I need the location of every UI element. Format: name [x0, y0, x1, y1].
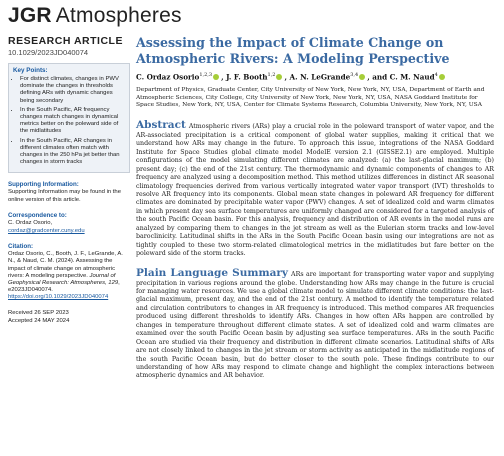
plain-language-summary	[136, 266, 494, 381]
key-point: • For distinct climates, changes in PWV dominate the changes in thresholds defining ARs with dynamic changes being secondary	[20, 76, 125, 105]
key-point: • In the South Pacific, AR changes in different climates often match with changes in the 250 hPa jet better than changes in storm tracks	[20, 138, 125, 167]
article-title: Assessing the Impact of Climate Change on Atmospheric Rivers: A Modeling Perspective	[136, 35, 450, 66]
citation-title: Citation:	[8, 243, 34, 251]
abstract-heading: Abstract	[136, 118, 186, 131]
received-date: Received 26 SEP 2023	[8, 309, 69, 316]
accepted-date: Accepted 24 MAY 2024	[8, 317, 70, 324]
correspondence-email-link[interactable]: cordaz@gradcenter.cuny.edu	[8, 228, 85, 235]
affiliations: Department of Physics, Graduate Center, City University of New York, New York, NY, USA, Department of Earth and Atmospheric Sciences, City College, City University of New York, New York, NY, USA, NASA Goddard Institute for Space Studies, New York, NY, USA, Center for Climate Systems Research, Columbia University, New York, NY, USA	[136, 86, 485, 109]
citation-doi-link[interactable]: https://doi.org/10.1029/2023JD040074	[8, 294, 109, 301]
document-type: RESEARCH ARTICLE	[8, 35, 123, 47]
pls-text: ARs are important for transporting water vapor and supplying precipitation in various regions around the globe. Understanding how ARs may change in the future is crucial for managing water resources. We use a global climate model to simulate different climate conditions: the last-glacial maximum, present day, and the end of the 21st century. A method to identify the temperature related and circulation contributors to changes in AR frequency is introduced. This method compares AR frequencies produced using different thresholds to identify ARs. Changes in how often ARs happen are controlled by changes in temperature throughout different climate states. A set of idealized cold and warm climates are examined over the south Pacific Ocean basin by adjusting sea surface temperatures. ARs in the south Pacific Ocean are studied via their frequency and distribution in different climate scenarios. Latitudinal shifts of ARs are not closely linked to changes in the jet stream or storm activity as anticipated in the midlatitude regions of the south Pacific Ocean basin, but do better closer to the south pole. These findings contribute to our understanding of how ARs may respond to climate change and highlight the complex interactions between atmospheric dynamics and AR behavior.	[136, 270, 494, 380]
citation-text: Ordaz Osorio, C., Booth, J. F., LeGrande, A. N., & Naud, C. M. (2024). Assessing the impact of climate change on atmospheric rivers: A modeling perspective. Journal of Geophysical Research: Atmospheres, 129, e2023JD040074. https://doi.org/10.1029/2023JD040074	[8, 251, 123, 301]
key-points-box	[8, 63, 130, 173]
orcid-icon[interactable]	[213, 74, 219, 80]
journal-name: Atmospheres	[55, 4, 182, 27]
author-name[interactable]: C. M. Naud	[389, 72, 435, 82]
author-list: C. Ordaz Osorio$^{1,2,3}$ , J. F. Booth$^{1,2}$ , A. N. LeGrande$^{3,4}$ , and C. M. Naud$^4$	[136, 72, 494, 81]
correspondence-title: Correspondence to:	[8, 211, 67, 219]
author-name[interactable]: J. F. Booth	[226, 72, 268, 82]
journal-title	[8, 4, 182, 28]
pls-heading: Plain Language Summary	[136, 266, 289, 279]
key-point: • In the South Pacific, AR frequency changes match changes in dynamical metrics better on the poleward side of the midlatitudes	[20, 107, 125, 136]
supporting-info-title: Supporting Information:	[8, 181, 79, 189]
author-name[interactable]: A. N. LeGrande	[289, 72, 351, 82]
key-points-title: Key Points:	[13, 67, 48, 74]
orcid-icon[interactable]	[359, 74, 365, 80]
journal-abbrev: JGR	[8, 4, 52, 27]
left-sidebar	[8, 35, 130, 325]
abstract-text: Atmospheric rivers (ARs) play a crucial role in the poleward transport of water vapor, and the AR-associated precipitation is a critical component of global water supplies, making it critical that we understand how ARs may change in the future. To approach this issue, integrations of the NASA Goddard Institute for Space Studies global climate model ModelE version 2.1 (GISSE2.1) are employed. Multiple configurations of the model simulating different climates are analyzed: (a) the last-glacial maximum; (b) present day; (c) the end of the 21st century. The thermodynamic and dynamic components of changes to AR frequency are analyzed using a decomposition method. This method utilizes differences in distinct AR seasonal climatology frequencies derived from various vertically integrated water vapor transport (IVT) thresholds to resolve AR frequency into its components. Global mean state changes in poleward AR frequency for different climates are dominated by precipitable water vapor (PWV) changes. A set of idealized cold and warm climates in which present day sea surface temperatures are uniformly changed are considered for a targeted analysis of the south Pacific Ocean basin. For this analysis, frequency and distribution of AR events in the model runs are analyzed by comparing them to changes in the jet stream as well as the Eulerian storm tracks and low-level baroclinicity. Latitudinal shifts in the ARs in the South Pacific Ocean basin using our integrations are not as tightly coupled to these two storm-related climatological metrics in the midlatitudes but fare better on the poleward side of the storm tracks.	[136, 122, 494, 258]
citation-journal: Journal of Geophysical Research: Atmospheres, 129	[8, 272, 119, 287]
main-column	[136, 35, 494, 381]
orcid-icon[interactable]	[276, 74, 282, 80]
abstract	[136, 118, 494, 259]
supporting-info-text: Supporting Information may be found in the online version of this article.	[8, 189, 121, 203]
author-name[interactable]: C. Ordaz Osorio	[136, 72, 200, 82]
article-doi: 10.1029/2023JD040074	[8, 48, 89, 57]
key-points-list	[13, 76, 125, 166]
correspondence-name: C. Ordaz Osorio,	[8, 219, 53, 226]
orcid-icon[interactable]	[439, 74, 445, 80]
